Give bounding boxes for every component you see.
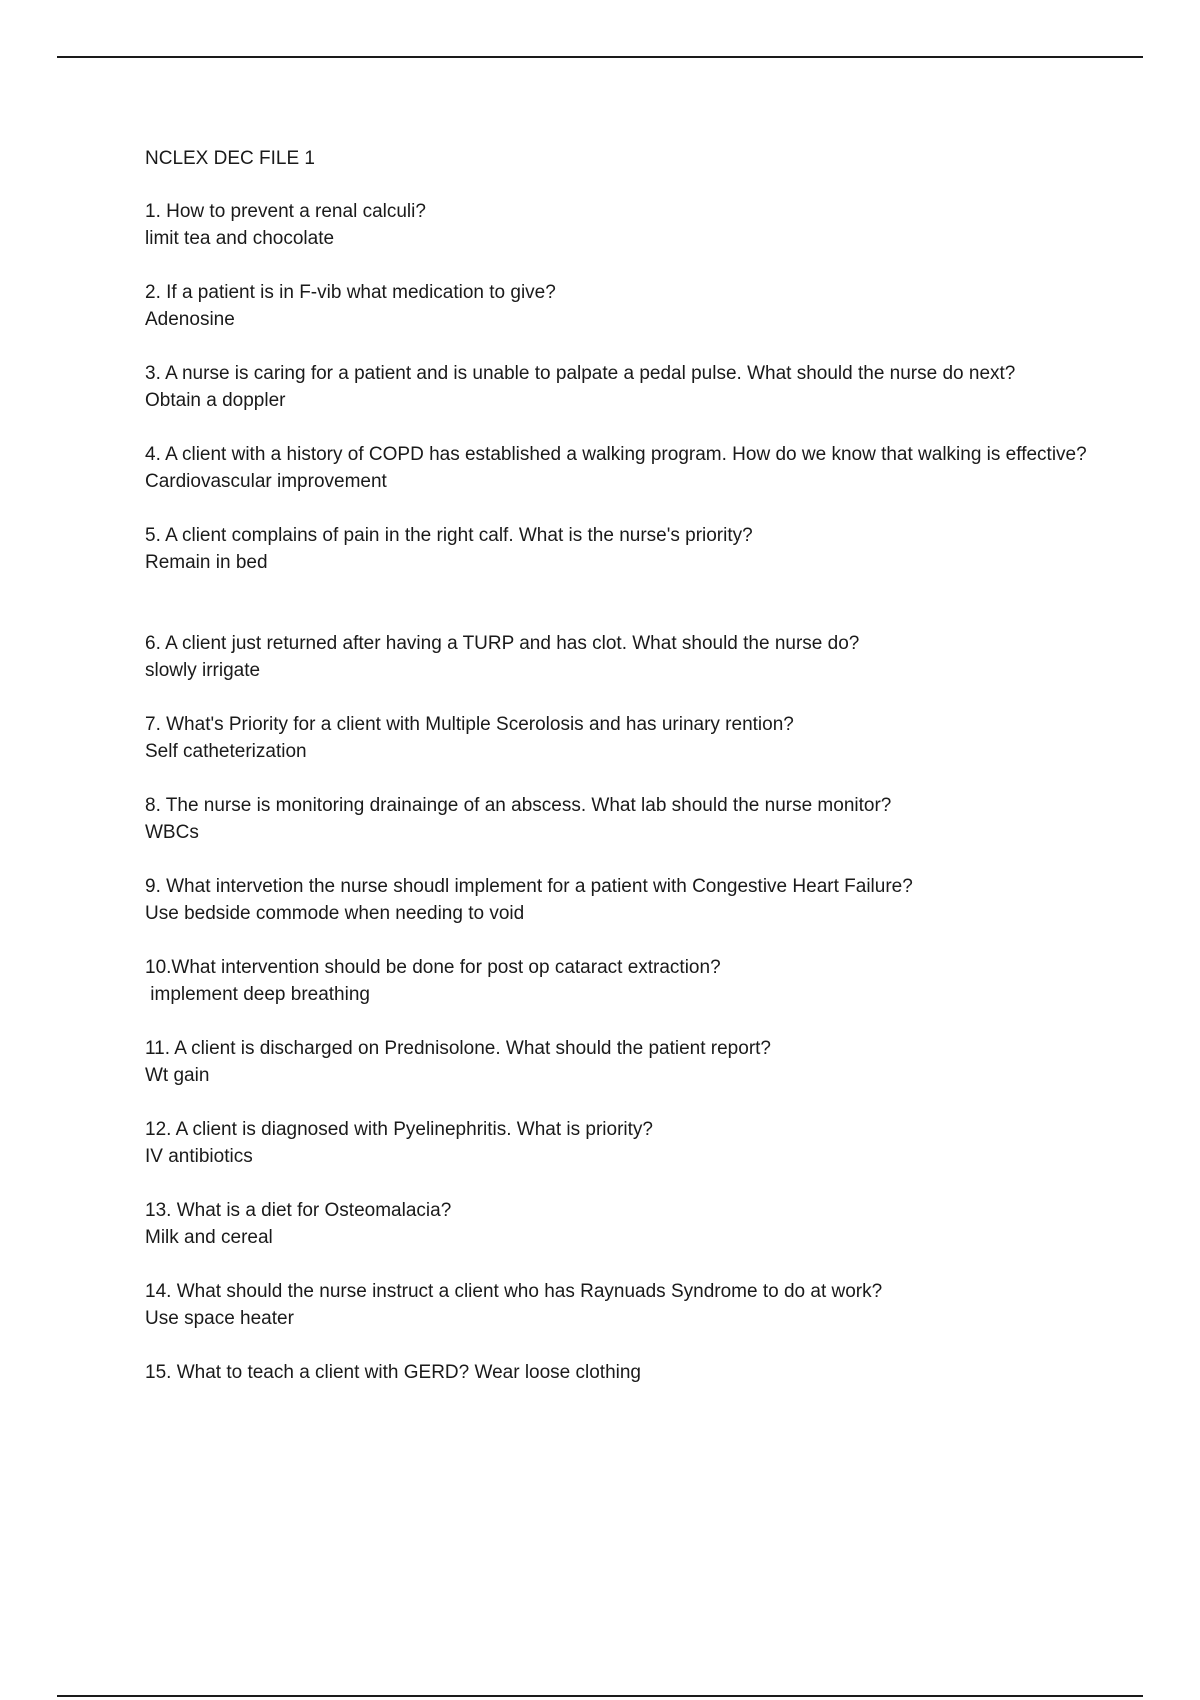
qa-item-13 — [145, 1197, 1105, 1251]
answer-text: Milk and cereal — [145, 1227, 273, 1248]
answer-text: Self catheterization — [145, 741, 307, 762]
question-text: 2. If a patient is in F-vib what medication to give? — [145, 282, 556, 303]
answer-text: Use space heater — [145, 1308, 294, 1329]
qa-item-10 — [145, 954, 1105, 1008]
question-text: 3. A nurse is caring for a patient and is unable to palpate a pedal pulse. What should the nurse do next? — [145, 363, 1016, 384]
qa-item-11 — [145, 1035, 1105, 1089]
question-text: 14. What should the nurse instruct a client who has Raynuads Syndrome to do at work? — [145, 1281, 883, 1302]
qa-item-12 — [145, 1116, 1105, 1170]
question-text: 15. What to teach a client with GERD? Wear loose clothing — [145, 1362, 642, 1383]
top-rule — [57, 56, 1143, 58]
answer-text: Remain in bed — [145, 552, 268, 573]
qa-item-15 — [145, 1359, 1105, 1386]
answer-text: limit tea and chocolate — [145, 228, 335, 249]
qa-item-5 — [145, 522, 1105, 576]
question-text: 8. The nurse is monitoring drainainge of an abscess. What lab should the nurse monitor? — [145, 795, 892, 816]
answer-text: IV antibiotics — [145, 1146, 253, 1167]
document-title: NCLEX DEC FILE 1 — [145, 148, 315, 169]
answer-text: Cardiovascular improvement — [145, 471, 387, 492]
qa-item-7 — [145, 711, 1105, 765]
answer-text: Obtain a doppler — [145, 390, 286, 411]
qa-item-6 — [145, 630, 1105, 684]
qa-item-14 — [145, 1278, 1105, 1332]
qa-item-2 — [145, 279, 1105, 333]
qa-item-9 — [145, 873, 1105, 927]
question-text: 4. A client with a history of COPD has established a walking program. How do we know that walking is effective? — [145, 444, 1087, 465]
answer-text: Adenosine — [145, 309, 235, 330]
answer-text: Use bedside commode when needing to void — [145, 903, 525, 924]
question-text: 7. What's Priority for a client with Multiple Scerolosis and has urinary rention? — [145, 714, 794, 735]
question-text: 10.What intervention should be done for post op cataract extraction? — [145, 957, 721, 978]
answer-text: implement deep breathing — [145, 984, 370, 1005]
question-text: 12. A client is diagnosed with Pyelinephritis. What is priority? — [145, 1119, 653, 1140]
document-body — [145, 145, 1105, 1413]
answer-text: Wt gain — [145, 1065, 210, 1086]
qa-item-1 — [145, 198, 1105, 252]
bottom-rule — [57, 1695, 1143, 1697]
question-text: 1. How to prevent a renal calculi? — [145, 201, 426, 222]
question-text: 9. What intervetion the nurse shoudl implement for a patient with Congestive Heart Failure? — [145, 876, 913, 897]
answer-text: WBCs — [145, 822, 199, 843]
answer-text: slowly irrigate — [145, 660, 261, 681]
question-text: 6. A client just returned after having a TURP and has clot. What should the nurse do? — [145, 633, 860, 654]
question-text: 5. A client complains of pain in the right calf. What is the nurse's priority? — [145, 525, 753, 546]
question-text: 11. A client is discharged on Prednisolone. What should the patient report? — [145, 1038, 771, 1059]
question-text: 13. What is a diet for Osteomalacia? — [145, 1200, 452, 1221]
qa-item-4 — [145, 441, 1105, 495]
qa-item-3 — [145, 360, 1105, 414]
qa-item-8 — [145, 792, 1105, 846]
